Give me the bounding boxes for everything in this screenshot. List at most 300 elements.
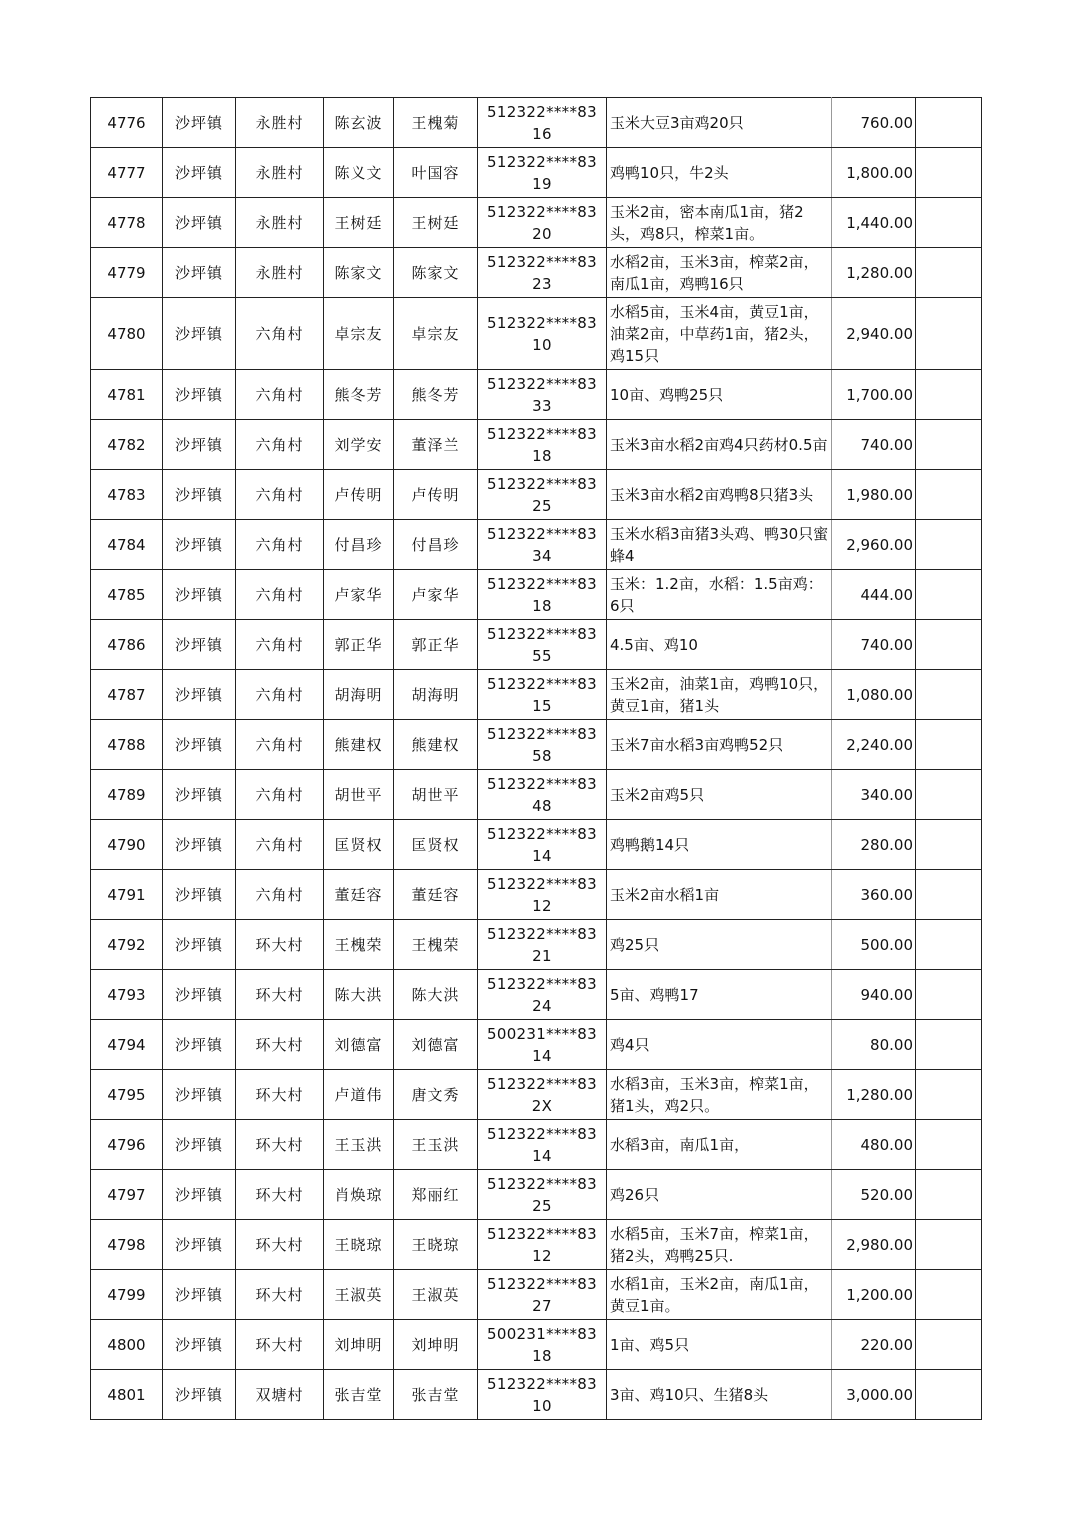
cell-amount: 220.00 xyxy=(832,1320,916,1370)
id-number-part-1: 512322****83 xyxy=(487,102,597,121)
cell-seq: 4785 xyxy=(91,570,163,620)
cell-town: 沙坪镇 xyxy=(163,98,236,148)
cell-description: 5亩、鸡鸭17 xyxy=(607,970,832,1020)
cell-id-number xyxy=(478,1070,607,1120)
cell-amount: 740.00 xyxy=(832,420,916,470)
cell-village: 六角村 xyxy=(236,570,324,620)
id-number-part-2: 12 xyxy=(532,896,552,915)
cell-id-number xyxy=(478,1020,607,1070)
table-row xyxy=(91,720,982,770)
cell-name-2: 熊冬芳 xyxy=(394,370,478,420)
table-row xyxy=(91,1320,982,1370)
cell-name-1: 胡海明 xyxy=(324,670,394,720)
cell-seq: 4798 xyxy=(91,1220,163,1270)
cell-town: 沙坪镇 xyxy=(163,720,236,770)
cell-name-1: 王晓琼 xyxy=(324,1220,394,1270)
cell-amount: 360.00 xyxy=(832,870,916,920)
cell-name-1: 陈义文 xyxy=(324,148,394,198)
cell-town: 沙坪镇 xyxy=(163,920,236,970)
cell-seq: 4796 xyxy=(91,1120,163,1170)
id-number-part-1: 512322****83 xyxy=(487,524,597,543)
cell-id-number xyxy=(478,98,607,148)
cell-seq: 4800 xyxy=(91,1320,163,1370)
cell-name-1: 刘坤明 xyxy=(324,1320,394,1370)
cell-id-number xyxy=(478,1170,607,1220)
cell-name-2: 刘坤明 xyxy=(394,1320,478,1370)
cell-description: 玉米3亩水稻2亩鸡鸭8只猪3头 xyxy=(607,470,832,520)
cell-village: 永胜村 xyxy=(236,198,324,248)
cell-seq: 4780 xyxy=(91,298,163,370)
cell-empty xyxy=(916,248,982,298)
table-row xyxy=(91,198,982,248)
cell-village: 永胜村 xyxy=(236,148,324,198)
id-number-part-1: 512322****83 xyxy=(487,374,597,393)
cell-empty xyxy=(916,420,982,470)
table-row xyxy=(91,1020,982,1070)
id-number-part-2: 18 xyxy=(532,1346,552,1365)
table-row xyxy=(91,370,982,420)
cell-empty xyxy=(916,870,982,920)
cell-id-number xyxy=(478,720,607,770)
cell-seq: 4799 xyxy=(91,1270,163,1320)
cell-id-number xyxy=(478,248,607,298)
cell-description: 玉米2亩，密本南瓜1亩，猪2头，鸡8只，榨菜1亩。 xyxy=(607,198,832,248)
table-row xyxy=(91,1220,982,1270)
id-number-part-1: 512322****83 xyxy=(487,252,597,271)
cell-id-number xyxy=(478,470,607,520)
cell-name-2: 董泽兰 xyxy=(394,420,478,470)
id-number-part-1: 512322****83 xyxy=(487,724,597,743)
cell-seq: 4782 xyxy=(91,420,163,470)
cell-village: 六角村 xyxy=(236,770,324,820)
cell-name-1: 张吉堂 xyxy=(324,1370,394,1420)
cell-id-number xyxy=(478,1320,607,1370)
cell-village: 环大村 xyxy=(236,920,324,970)
cell-seq: 4790 xyxy=(91,820,163,870)
cell-empty xyxy=(916,1220,982,1270)
cell-name-1: 陈家文 xyxy=(324,248,394,298)
id-number-part-1: 512322****83 xyxy=(487,1374,597,1393)
cell-description: 水稻3亩，玉米3亩，榨菜1亩，猪1头，鸡2只。 xyxy=(607,1070,832,1120)
table-row xyxy=(91,520,982,570)
cell-village: 永胜村 xyxy=(236,98,324,148)
cell-amount: 2,240.00 xyxy=(832,720,916,770)
cell-town: 沙坪镇 xyxy=(163,1220,236,1270)
cell-description: 鸡25只 xyxy=(607,920,832,970)
id-number-part-2: 19 xyxy=(532,174,552,193)
cell-village: 六角村 xyxy=(236,720,324,770)
id-number-part-2: 25 xyxy=(532,1196,552,1215)
cell-empty xyxy=(916,1120,982,1170)
cell-empty xyxy=(916,298,982,370)
table-row xyxy=(91,820,982,870)
cell-name-2: 叶国容 xyxy=(394,148,478,198)
cell-amount: 940.00 xyxy=(832,970,916,1020)
cell-id-number xyxy=(478,870,607,920)
cell-description: 鸡鸭10只，牛2头 xyxy=(607,148,832,198)
cell-empty xyxy=(916,520,982,570)
id-number-part-1: 512322****83 xyxy=(487,152,597,171)
cell-description: 玉米2亩水稻1亩 xyxy=(607,870,832,920)
id-number-part-1: 512322****83 xyxy=(487,202,597,221)
cell-seq: 4776 xyxy=(91,98,163,148)
cell-empty xyxy=(916,470,982,520)
cell-town: 沙坪镇 xyxy=(163,820,236,870)
cell-amount: 3,000.00 xyxy=(832,1370,916,1420)
cell-village: 六角村 xyxy=(236,370,324,420)
cell-name-2: 陈大洪 xyxy=(394,970,478,1020)
cell-name-1: 王树廷 xyxy=(324,198,394,248)
cell-empty xyxy=(916,1320,982,1370)
data-table xyxy=(90,97,982,1420)
cell-amount: 500.00 xyxy=(832,920,916,970)
cell-description: 水稻5亩，玉米7亩，榨菜1亩，猪2头，鸡鸭25只. xyxy=(607,1220,832,1270)
id-number-part-2: 16 xyxy=(532,124,552,143)
cell-town: 沙坪镇 xyxy=(163,1120,236,1170)
cell-name-1: 卓宗友 xyxy=(324,298,394,370)
id-number-part-2: 15 xyxy=(532,696,552,715)
cell-town: 沙坪镇 xyxy=(163,420,236,470)
cell-empty xyxy=(916,370,982,420)
cell-town: 沙坪镇 xyxy=(163,1020,236,1070)
table-row xyxy=(91,1120,982,1170)
cell-village: 永胜村 xyxy=(236,248,324,298)
cell-id-number xyxy=(478,620,607,670)
table-body xyxy=(91,98,982,1420)
cell-id-number xyxy=(478,370,607,420)
cell-empty xyxy=(916,1270,982,1320)
id-number-part-1: 512322****83 xyxy=(487,1174,597,1193)
cell-town: 沙坪镇 xyxy=(163,1170,236,1220)
cell-town: 沙坪镇 xyxy=(163,970,236,1020)
cell-seq: 4787 xyxy=(91,670,163,720)
table-row xyxy=(91,770,982,820)
cell-name-2: 王槐菊 xyxy=(394,98,478,148)
cell-name-1: 卢道伟 xyxy=(324,1070,394,1120)
cell-name-1: 陈大洪 xyxy=(324,970,394,1020)
cell-name-2: 王玉洪 xyxy=(394,1120,478,1170)
cell-village: 环大村 xyxy=(236,1270,324,1320)
table-row xyxy=(91,420,982,470)
table-row xyxy=(91,1370,982,1420)
table-row xyxy=(91,1270,982,1320)
cell-village: 环大村 xyxy=(236,1320,324,1370)
id-number-part-2: 14 xyxy=(532,846,552,865)
id-number-part-2: 14 xyxy=(532,1046,552,1065)
cell-name-1: 王玉洪 xyxy=(324,1120,394,1170)
id-number-part-2: 18 xyxy=(532,596,552,615)
cell-village: 六角村 xyxy=(236,820,324,870)
cell-empty xyxy=(916,820,982,870)
cell-description: 水稻3亩，南瓜1亩， xyxy=(607,1120,832,1170)
cell-description: 鸡26只 xyxy=(607,1170,832,1220)
table-row xyxy=(91,1170,982,1220)
cell-amount: 444.00 xyxy=(832,570,916,620)
id-number-part-1: 512322****83 xyxy=(487,474,597,493)
cell-id-number xyxy=(478,1370,607,1420)
cell-name-1: 卢家华 xyxy=(324,570,394,620)
id-number-part-1: 512322****83 xyxy=(487,1124,597,1143)
cell-seq: 4791 xyxy=(91,870,163,920)
cell-name-1: 董廷容 xyxy=(324,870,394,920)
cell-village: 环大村 xyxy=(236,1020,324,1070)
table-row xyxy=(91,470,982,520)
cell-id-number xyxy=(478,570,607,620)
cell-name-2: 王树廷 xyxy=(394,198,478,248)
id-number-part-1: 512322****83 xyxy=(487,824,597,843)
cell-name-1: 刘学安 xyxy=(324,420,394,470)
cell-town: 沙坪镇 xyxy=(163,520,236,570)
cell-id-number xyxy=(478,298,607,370)
cell-name-1: 卢传明 xyxy=(324,470,394,520)
cell-village: 双塘村 xyxy=(236,1370,324,1420)
id-number-part-2: 25 xyxy=(532,496,552,515)
cell-empty xyxy=(916,570,982,620)
cell-village: 六角村 xyxy=(236,870,324,920)
cell-town: 沙坪镇 xyxy=(163,870,236,920)
cell-name-2: 唐文秀 xyxy=(394,1070,478,1120)
id-number-part-2: 14 xyxy=(532,1146,552,1165)
cell-seq: 4783 xyxy=(91,470,163,520)
id-number-part-2: 18 xyxy=(532,446,552,465)
cell-amount: 1,200.00 xyxy=(832,1270,916,1320)
cell-seq: 4801 xyxy=(91,1370,163,1420)
cell-village: 六角村 xyxy=(236,620,324,670)
cell-amount: 480.00 xyxy=(832,1120,916,1170)
cell-name-2: 卓宗友 xyxy=(394,298,478,370)
cell-name-2: 王晓琼 xyxy=(394,1220,478,1270)
cell-amount: 2,960.00 xyxy=(832,520,916,570)
cell-name-2: 张吉堂 xyxy=(394,1370,478,1420)
cell-amount: 520.00 xyxy=(832,1170,916,1220)
id-number-part-2: 24 xyxy=(532,996,552,1015)
cell-description: 玉米2亩鸡5只 xyxy=(607,770,832,820)
cell-name-1: 付昌珍 xyxy=(324,520,394,570)
cell-town: 沙坪镇 xyxy=(163,198,236,248)
cell-amount: 1,440.00 xyxy=(832,198,916,248)
cell-town: 沙坪镇 xyxy=(163,620,236,670)
id-number-part-2: 2X xyxy=(531,1096,553,1115)
cell-id-number xyxy=(478,148,607,198)
cell-id-number xyxy=(478,1120,607,1170)
cell-seq: 4797 xyxy=(91,1170,163,1220)
cell-id-number xyxy=(478,670,607,720)
cell-name-1: 郭正华 xyxy=(324,620,394,670)
table-row xyxy=(91,870,982,920)
cell-seq: 4793 xyxy=(91,970,163,1020)
cell-empty xyxy=(916,148,982,198)
cell-village: 六角村 xyxy=(236,470,324,520)
id-number-part-1: 512322****83 xyxy=(487,1274,597,1293)
cell-description: 水稻5亩，玉米4亩，黄豆1亩，油菜2亩，中草药1亩，猪2头，鸡15只 xyxy=(607,298,832,370)
id-number-part-2: 48 xyxy=(532,796,552,815)
cell-seq: 4777 xyxy=(91,148,163,198)
cell-name-1: 熊冬芳 xyxy=(324,370,394,420)
cell-amount: 2,940.00 xyxy=(832,298,916,370)
cell-seq: 4795 xyxy=(91,1070,163,1120)
id-number-part-1: 512322****83 xyxy=(487,924,597,943)
cell-name-1: 熊建权 xyxy=(324,720,394,770)
table-row xyxy=(91,1070,982,1120)
id-number-part-1: 512322****83 xyxy=(487,1074,597,1093)
id-number-part-1: 512322****83 xyxy=(487,624,597,643)
cell-amount: 1,980.00 xyxy=(832,470,916,520)
cell-name-1: 匡贤权 xyxy=(324,820,394,870)
id-number-part-2: 21 xyxy=(532,946,552,965)
table-row xyxy=(91,670,982,720)
cell-village: 环大村 xyxy=(236,1220,324,1270)
cell-town: 沙坪镇 xyxy=(163,1070,236,1120)
cell-description: 3亩、鸡10只、生猪8头 xyxy=(607,1370,832,1420)
cell-name-2: 刘德富 xyxy=(394,1020,478,1070)
cell-description: 10亩、鸡鸭25只 xyxy=(607,370,832,420)
cell-village: 六角村 xyxy=(236,420,324,470)
id-number-part-2: 33 xyxy=(532,396,552,415)
cell-name-1: 王淑英 xyxy=(324,1270,394,1320)
cell-name-2: 胡海明 xyxy=(394,670,478,720)
cell-seq: 4794 xyxy=(91,1020,163,1070)
cell-town: 沙坪镇 xyxy=(163,148,236,198)
cell-village: 六角村 xyxy=(236,298,324,370)
cell-town: 沙坪镇 xyxy=(163,298,236,370)
cell-name-2: 王槐荣 xyxy=(394,920,478,970)
cell-empty xyxy=(916,198,982,248)
cell-description: 玉米3亩水稻2亩鸡4只药材0.5亩 xyxy=(607,420,832,470)
table-row xyxy=(91,920,982,970)
id-number-part-1: 512322****83 xyxy=(487,574,597,593)
cell-description: 1亩、鸡5只 xyxy=(607,1320,832,1370)
table-row xyxy=(91,620,982,670)
cell-village: 环大村 xyxy=(236,1170,324,1220)
cell-id-number xyxy=(478,420,607,470)
cell-amount: 340.00 xyxy=(832,770,916,820)
cell-seq: 4792 xyxy=(91,920,163,970)
cell-name-1: 陈玄波 xyxy=(324,98,394,148)
id-number-part-2: 10 xyxy=(532,335,552,354)
cell-town: 沙坪镇 xyxy=(163,1370,236,1420)
table-row xyxy=(91,98,982,148)
cell-name-1: 刘德富 xyxy=(324,1020,394,1070)
cell-empty xyxy=(916,1370,982,1420)
cell-seq: 4779 xyxy=(91,248,163,298)
cell-amount: 1,700.00 xyxy=(832,370,916,420)
cell-town: 沙坪镇 xyxy=(163,470,236,520)
cell-seq: 4778 xyxy=(91,198,163,248)
cell-amount: 1,280.00 xyxy=(832,248,916,298)
cell-description: 玉米：1.2亩，水稻：1.5亩鸡：6只 xyxy=(607,570,832,620)
cell-seq: 4789 xyxy=(91,770,163,820)
table-row xyxy=(91,298,982,370)
cell-name-2: 陈家文 xyxy=(394,248,478,298)
cell-village: 六角村 xyxy=(236,670,324,720)
cell-id-number xyxy=(478,920,607,970)
cell-name-2: 郭正华 xyxy=(394,620,478,670)
cell-name-2: 董廷容 xyxy=(394,870,478,920)
id-number-part-1: 500231****83 xyxy=(487,1324,597,1343)
id-number-part-2: 10 xyxy=(532,1396,552,1415)
cell-description: 4.5亩、鸡10 xyxy=(607,620,832,670)
id-number-part-1: 512322****83 xyxy=(487,313,597,332)
cell-amount: 1,080.00 xyxy=(832,670,916,720)
cell-description: 水稻2亩，玉米3亩，榨菜2亩，南瓜1亩，鸡鸭16只 xyxy=(607,248,832,298)
cell-seq: 4786 xyxy=(91,620,163,670)
id-number-part-1: 500231****83 xyxy=(487,1024,597,1043)
cell-name-2: 付昌珍 xyxy=(394,520,478,570)
cell-amount: 280.00 xyxy=(832,820,916,870)
id-number-part-1: 512322****83 xyxy=(487,674,597,693)
table-row xyxy=(91,148,982,198)
cell-town: 沙坪镇 xyxy=(163,370,236,420)
cell-name-2: 匡贤权 xyxy=(394,820,478,870)
cell-name-1: 胡世平 xyxy=(324,770,394,820)
cell-village: 六角村 xyxy=(236,520,324,570)
cell-village: 环大村 xyxy=(236,1120,324,1170)
cell-description: 水稻1亩，玉米2亩，南瓜1亩，黄豆1亩。 xyxy=(607,1270,832,1320)
cell-empty xyxy=(916,1020,982,1070)
cell-empty xyxy=(916,1170,982,1220)
cell-name-2: 胡世平 xyxy=(394,770,478,820)
cell-name-2: 郑丽红 xyxy=(394,1170,478,1220)
cell-amount: 740.00 xyxy=(832,620,916,670)
id-number-part-2: 23 xyxy=(532,274,552,293)
id-number-part-2: 58 xyxy=(532,746,552,765)
cell-name-1: 王槐荣 xyxy=(324,920,394,970)
cell-amount: 80.00 xyxy=(832,1020,916,1070)
id-number-part-1: 512322****83 xyxy=(487,424,597,443)
cell-village: 环大村 xyxy=(236,1070,324,1120)
cell-amount: 2,980.00 xyxy=(832,1220,916,1270)
cell-id-number xyxy=(478,820,607,870)
table-row xyxy=(91,248,982,298)
id-number-part-2: 34 xyxy=(532,546,552,565)
cell-description: 鸡4只 xyxy=(607,1020,832,1070)
cell-name-2: 卢家华 xyxy=(394,570,478,620)
cell-town: 沙坪镇 xyxy=(163,770,236,820)
id-number-part-2: 55 xyxy=(532,646,552,665)
table-row xyxy=(91,570,982,620)
id-number-part-1: 512322****83 xyxy=(487,874,597,893)
cell-id-number xyxy=(478,1270,607,1320)
cell-village: 环大村 xyxy=(236,970,324,1020)
cell-empty xyxy=(916,770,982,820)
cell-town: 沙坪镇 xyxy=(163,1270,236,1320)
cell-seq: 4781 xyxy=(91,370,163,420)
cell-town: 沙坪镇 xyxy=(163,570,236,620)
cell-description: 玉米7亩水稻3亩鸡鸭52只 xyxy=(607,720,832,770)
id-number-part-2: 20 xyxy=(532,224,552,243)
id-number-part-2: 12 xyxy=(532,1246,552,1265)
cell-id-number xyxy=(478,520,607,570)
cell-empty xyxy=(916,620,982,670)
cell-seq: 4788 xyxy=(91,720,163,770)
id-number-part-1: 512322****83 xyxy=(487,774,597,793)
cell-description: 玉米2亩，油菜1亩，鸡鸭10只，黄豆1亩，猪1头 xyxy=(607,670,832,720)
cell-id-number xyxy=(478,1220,607,1270)
cell-empty xyxy=(916,970,982,1020)
id-number-part-1: 512322****83 xyxy=(487,974,597,993)
cell-description: 鸡鸭鹅14只 xyxy=(607,820,832,870)
table-row xyxy=(91,970,982,1020)
cell-town: 沙坪镇 xyxy=(163,670,236,720)
cell-description: 玉米水稻3亩猪3头鸡、鸭30只蜜蜂4 xyxy=(607,520,832,570)
cell-name-2: 王淑英 xyxy=(394,1270,478,1320)
cell-empty xyxy=(916,670,982,720)
cell-empty xyxy=(916,1070,982,1120)
cell-name-2: 熊建权 xyxy=(394,720,478,770)
cell-empty xyxy=(916,98,982,148)
cell-amount: 1,800.00 xyxy=(832,148,916,198)
cell-seq: 4784 xyxy=(91,520,163,570)
